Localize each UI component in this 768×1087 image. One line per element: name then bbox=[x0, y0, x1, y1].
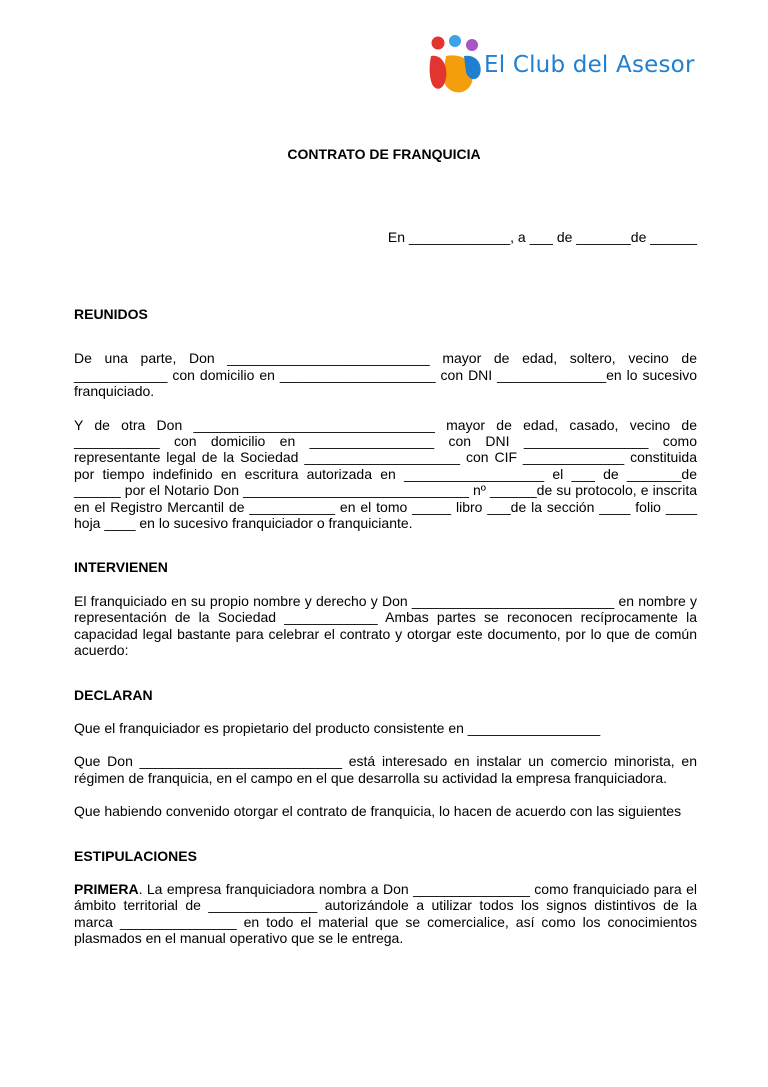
heading-reunidos: REUNIDOS bbox=[74, 306, 148, 322]
paragraph-declaran-2: Que Don __________________________ está interesado en instalar un comercio minorista, en régimen de franquicia, en el campo en el que desarrolla su actividad la empresa franquiciadora. bbox=[74, 753, 697, 786]
paragraph-primera bbox=[74, 881, 697, 947]
paragraph-first-party: De una parte, Don __________________________ mayor de edad, soltero, vecino de ____________ con domicilio en ____________________ con DNI ______________en lo sucesivo franquiciado. bbox=[74, 350, 697, 400]
date-line: En _____________, a ___ de _______de ______ bbox=[387, 229, 697, 245]
primera-text: . La empresa franquiciadora nombra a Don _______________ como franquiciado para el ámbito territorial de ______________ autorizándole a utilizar todos los signos distintivos de la marca _______________ en todo el material que se comercialice, así como los conocimientos plasmados en el manual operativo que se le entrega. bbox=[74, 880, 697, 947]
heading-declaran: DECLARAN bbox=[74, 686, 153, 703]
club-logo bbox=[428, 34, 698, 98]
paragraph-intervienen: El franquiciado en su propio nombre y derecho y Don __________________________ en nombre y representación de la Sociedad ____________ Ambas partes se reconocen recíprocamente la capacidad legal bastante para celebrar el contrato y otorgar este documento, por lo que de común acuerdo: bbox=[74, 592, 697, 659]
people-logo-icon bbox=[428, 34, 484, 98]
primera-label: PRIMERA bbox=[74, 880, 139, 897]
logo-text: El Club del Asesor bbox=[484, 52, 695, 78]
paragraph-declaran-3: Que habiendo convenido otorgar el contrato de franquicia, lo hacen de acuerdo con las siguientes bbox=[74, 803, 682, 820]
paragraph-declaran-1: Que el franquiciador es propietario del producto consistente en _________________ bbox=[74, 719, 601, 736]
document-body bbox=[74, 306, 697, 947]
heading-intervienen: INTERVIENEN bbox=[74, 559, 168, 576]
document-title: CONTRATO DE FRANQUICIA bbox=[287, 146, 481, 162]
heading-estipulaciones: ESTIPULACIONES bbox=[74, 847, 197, 864]
paragraph-second-party: Y de otra Don _______________________________ mayor de edad, casado, vecino de ___________ con domicilio en ________________ con DNI ________________ como representante legal de la Sociedad ____________________ con CIF _____________ constituida por tiempo indefinido en escritura autorizada en __________________ el ___ de _______de ______ por el Notario Don _____________________________ nº ______de su protocolo, e inscrita en el Registro Mercantil de ___________ en el tomo _____ libro ___de la sección ____ folio ____ hoja ____ en lo sucesivo franquiciador o franquiciante. bbox=[74, 416, 697, 532]
